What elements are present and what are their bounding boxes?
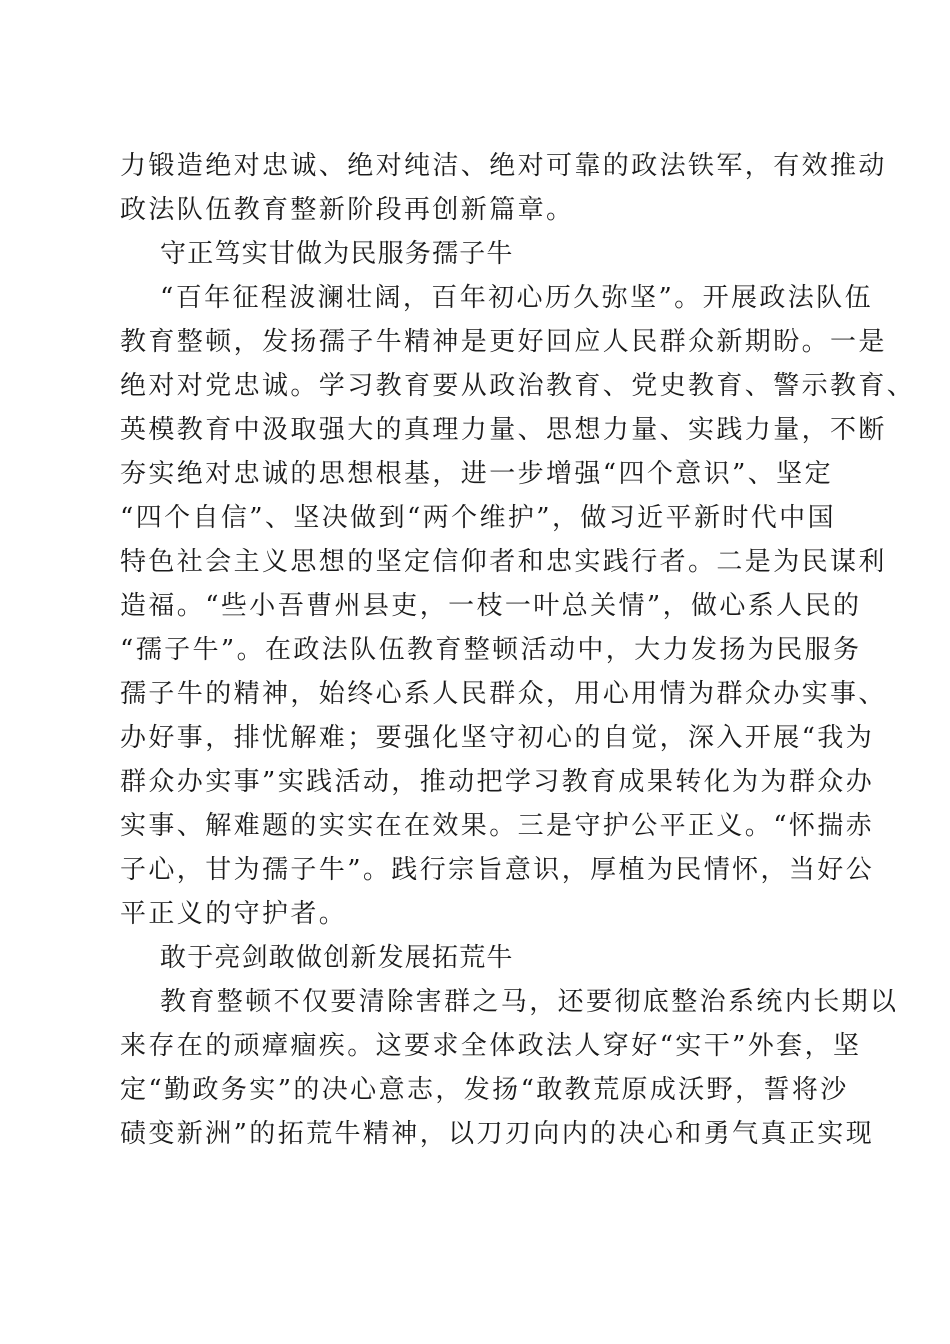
text-line: 夯实绝对忠诚的思想根基，进一步增强“四个意识”、坚定 <box>120 459 833 489</box>
text-line: 平正义的守护者。 <box>120 899 348 929</box>
text-line: 实事、解难题的实实在在效果。三是守护公平正义。“怀揣赤 <box>120 811 875 841</box>
text-line: 力锻造绝对忠诚、绝对纯洁、绝对可靠的政法铁军，有效推动 <box>120 151 887 181</box>
text-line: 特色社会主义思想的坚定信仰者和忠实践行者。二是为民谋利 <box>120 547 887 577</box>
text-line: 群众办实事”实践活动，推动把学习教育成果转化为为群众办 <box>120 767 875 797</box>
text-line: “四个自信”、坚决做到“两个维护”，做习近平新时代中国 <box>120 503 836 533</box>
text-line: 教育整顿不仅要清除害群之马，还要彻底整治系统内长期以 <box>160 987 899 1017</box>
text-line: 碛变新洲”的拓荒牛精神，以刀刃向内的决心和勇气真正实现 <box>120 1119 875 1149</box>
text-line: 子心，甘为孺子牛”。践行宗旨意识，厚植为民情怀，当好公 <box>120 855 875 885</box>
text-line: “孺子牛”。在政法队伍教育整顿活动中，大力发扬为民服务 <box>120 635 862 665</box>
text-line: 绝对对党忠诚。学习教育要从政治教育、党史教育、警示教育、 <box>120 371 916 401</box>
text-line: 造福。“些小吾曹州县吏，一枝一叶总关情”，做心系人民的 <box>120 591 862 621</box>
section-heading: 敢于亮剑敢做创新发展拓荒牛 <box>160 943 514 973</box>
text-line: 定“勤政务实”的决心意志，发扬“敢教荒原成沃野，誓将沙 <box>120 1075 849 1105</box>
text-line: 办好事，排忧解难；要强化坚守初心的自觉，深入开展“我为 <box>120 723 875 753</box>
text-line: 教育整顿，发扬孺子牛精神是更好回应人民群众新期盼。一是 <box>120 327 887 357</box>
text-line: 政法队伍教育整新阶段再创新篇章。 <box>120 195 575 225</box>
text-line: “百年征程波澜壮阔，百年初心历久弥坚”。开展政法队伍 <box>160 283 873 313</box>
text-line: 英模教育中汲取强大的真理力量、思想力量、实践力量，不断 <box>120 415 887 445</box>
text-line: 来存在的顽瘴痼疾。这要求全体政法人穿好“实干”外套，坚 <box>120 1031 862 1061</box>
text-line: 孺子牛的精神，始终心系人民群众，用心用情为群众办实事、 <box>120 679 887 709</box>
section-heading: 守正笃实甘做为民服务孺子牛 <box>160 239 514 269</box>
